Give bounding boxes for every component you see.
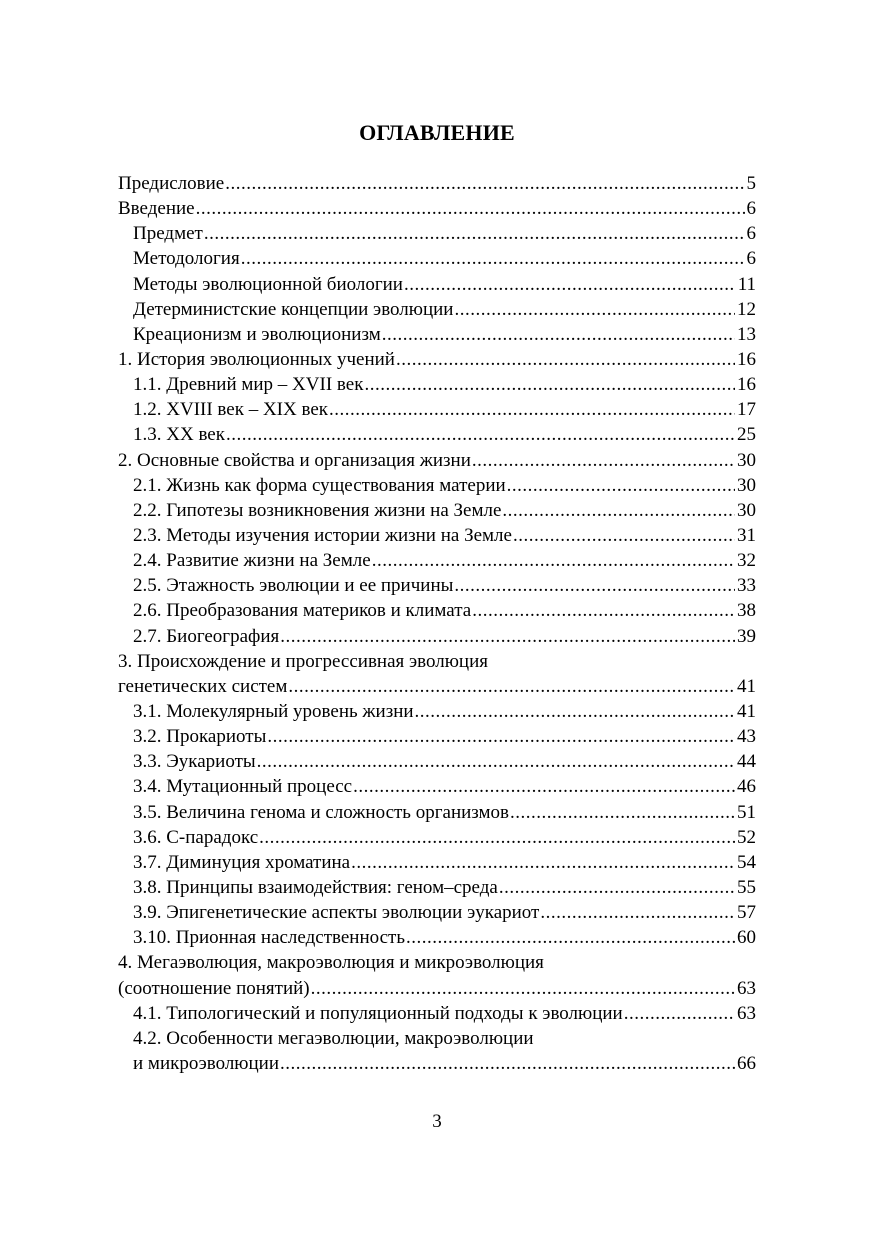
- toc-entry-title: Детерминистские концепции эволюции: [133, 298, 454, 320]
- toc-entry: [118, 1051, 756, 1076]
- toc-entry-page: 60: [737, 927, 756, 949]
- toc-entry-page: 31: [737, 524, 756, 546]
- toc-entry-page: 44: [737, 751, 756, 773]
- toc-entry-title: 1.3. XX век: [133, 424, 225, 446]
- toc-entry-page: 52: [737, 826, 756, 848]
- toc-entry-page: 63: [737, 977, 756, 999]
- toc-entry: [118, 699, 756, 724]
- toc-entry-page: 43: [737, 726, 756, 748]
- toc-entry: [118, 171, 756, 196]
- toc-entry: [118, 523, 756, 548]
- toc-entry-page: 41: [737, 700, 756, 722]
- toc-entry-title: 1.2. XVIII век – XIX век: [133, 399, 328, 421]
- toc-leader-dots: [472, 448, 735, 473]
- toc-entry: [118, 850, 756, 875]
- toc-entry-title: 2.2. Гипотезы возникновения жизни на Земле: [133, 499, 502, 521]
- toc-entry-page: 6: [746, 248, 756, 270]
- toc-entry: [118, 875, 756, 900]
- toc-entry-title: 3.1. Молекулярный уровень жизни: [133, 700, 414, 722]
- toc-leader-dots: [510, 800, 735, 825]
- toc-entry-page: 6: [746, 223, 756, 245]
- toc-entry: [118, 649, 756, 674]
- toc-leader-dots: [396, 347, 735, 372]
- toc-leader-dots: [241, 246, 745, 271]
- toc-leader-dots: [329, 397, 735, 422]
- toc-leader-dots: [351, 850, 735, 875]
- toc-leader-dots: [454, 297, 735, 322]
- toc-entry-title: 3.3. Эукариоты: [133, 751, 256, 773]
- toc-entry-page: 51: [737, 801, 756, 823]
- page-title: ОГЛАВЛЕНИЕ: [359, 120, 515, 145]
- toc-leader-dots: [454, 573, 735, 598]
- toc-entry: [118, 196, 756, 221]
- toc-entry-title: 3.7. Диминуция хроматина: [133, 851, 351, 873]
- toc-entry-title: 2.3. Методы изучения истории жизни на Земле: [133, 524, 512, 546]
- toc-entry-page: 39: [737, 625, 756, 647]
- toc-entry-page: 6: [746, 198, 756, 220]
- toc-entry-page: 63: [737, 1002, 756, 1024]
- toc-entry: [118, 498, 756, 523]
- toc-leader-dots: [226, 422, 735, 447]
- toc-entry-page: 41: [737, 675, 756, 697]
- toc-leader-dots: [267, 724, 735, 749]
- toc-entry: [118, 297, 756, 322]
- toc-entry-title: 2.7. Биогеография: [133, 625, 280, 647]
- toc-entry: [118, 624, 756, 649]
- toc-entry: [118, 397, 756, 422]
- toc-entry: [118, 825, 756, 850]
- toc-leader-dots: [415, 699, 735, 724]
- toc-entry-page: 46: [737, 776, 756, 798]
- toc-entry: [118, 573, 756, 598]
- toc-leader-dots: [311, 976, 735, 1001]
- toc-leader-dots: [472, 598, 735, 623]
- toc-entry-title: 1. История эволюционных учений: [118, 348, 395, 370]
- toc-entry-page: 30: [737, 499, 756, 521]
- toc-leader-dots: [502, 498, 735, 523]
- toc-leader-dots: [288, 674, 735, 699]
- toc-entry-page: 17: [737, 399, 756, 421]
- toc-entry-page: 16: [737, 374, 756, 396]
- toc-entry-title: 3.4. Мутационный процесс: [133, 776, 353, 798]
- toc-entry-title: Предмет: [133, 223, 203, 245]
- toc-entry-title: (соотношение понятий): [118, 977, 310, 999]
- toc-entry: [118, 322, 756, 347]
- toc-entry-title: 3.9. Эпигенетические аспекты эволюции эукариот: [133, 902, 540, 924]
- toc-entry-title: Креационизм и эволюционизм: [133, 323, 381, 345]
- toc-entry: [118, 976, 756, 1001]
- toc-entry: [118, 950, 756, 975]
- toc-entry-title: 2.5. Этажность эволюции и ее причины: [133, 575, 454, 597]
- toc-entry-title: 3.2. Прокариоты: [133, 726, 267, 748]
- toc-entry-page: 55: [737, 876, 756, 898]
- toc-entry-page: 12: [737, 298, 756, 320]
- toc-entry: [118, 925, 756, 950]
- toc-entry-title: Введение: [118, 198, 195, 220]
- toc-leader-dots: [499, 875, 735, 900]
- toc-leader-dots: [540, 900, 735, 925]
- toc-leader-dots: [280, 1051, 735, 1076]
- toc-leader-dots: [624, 1001, 735, 1026]
- toc-entry-page: 30: [737, 449, 756, 471]
- toc-entry: [118, 422, 756, 447]
- toc-entry: [118, 800, 756, 825]
- toc-entry-title: 2.1. Жизнь как форма существования материи: [133, 474, 506, 496]
- toc-entry-title: 3.6. С-парадокс: [133, 826, 259, 848]
- toc-leader-dots: [513, 523, 735, 548]
- toc-leader-dots: [353, 774, 735, 799]
- toc-entry-title: Методология: [133, 248, 240, 270]
- toc-entry-title: генетических систем: [118, 675, 288, 697]
- toc-leader-dots: [225, 171, 744, 196]
- toc-entry: [118, 1001, 756, 1026]
- toc-entry: [118, 674, 756, 699]
- toc-entry-page: 30: [737, 474, 756, 496]
- toc-entry-page: 38: [737, 600, 756, 622]
- toc-entry-title: 1.1. Древний мир – XVII век: [133, 374, 364, 396]
- toc-leader-dots: [280, 624, 735, 649]
- toc-leader-dots: [259, 825, 735, 850]
- toc-entry-title: 3.5. Величина генома и сложность организмов: [133, 801, 510, 823]
- toc-entry: [118, 221, 756, 246]
- toc-entry-page: 11: [737, 273, 756, 295]
- toc-leader-dots: [372, 548, 735, 573]
- toc-entry-title: и микроэволюции: [133, 1052, 279, 1074]
- toc-entry-title: 2.4. Развитие жизни на Земле: [133, 550, 371, 572]
- toc-entry: [118, 1026, 756, 1051]
- toc-entry: [118, 598, 756, 623]
- toc-leader-dots: [204, 221, 745, 246]
- toc-entry: [118, 473, 756, 498]
- table-of-contents: [118, 171, 756, 1076]
- toc-entry: [118, 749, 756, 774]
- toc-entry-title: 4.2. Особенности мегаэволюции, макроэволюции: [133, 1027, 534, 1049]
- toc-entry-title: 4. Мегаэволюция, макроэволюция и микроэволюция: [118, 952, 544, 974]
- toc-entry-title: 2.6. Преобразования материков и климата: [133, 600, 472, 622]
- toc-leader-dots: [507, 473, 735, 498]
- toc-entry-title: 4.1. Типологический и популяционный подходы к эволюции: [133, 1002, 623, 1024]
- toc-leader-dots: [382, 322, 735, 347]
- toc-entry-title: 3. Происхождение и прогрессивная эволюция: [118, 650, 488, 672]
- toc-entry: [118, 548, 756, 573]
- toc-leader-dots: [406, 925, 735, 950]
- toc-leader-dots: [257, 749, 735, 774]
- toc-leader-dots: [196, 196, 745, 221]
- toc-entry-title: 2. Основные свойства и организация жизни: [118, 449, 471, 471]
- toc-entry-page: 32: [737, 550, 756, 572]
- toc-entry-title: Методы эволюционной биологии: [133, 273, 403, 295]
- toc-entry-page: 13: [737, 323, 756, 345]
- toc-entry-title: 3.10. Прионная наследственность: [133, 927, 406, 949]
- toc-entry-page: 66: [737, 1052, 756, 1074]
- toc-entry-page: 54: [737, 851, 756, 873]
- toc-entry: [118, 448, 756, 473]
- toc-entry-page: 57: [737, 902, 756, 924]
- toc-entry: [118, 774, 756, 799]
- toc-entry: [118, 900, 756, 925]
- toc-entry-page: 16: [737, 348, 756, 370]
- toc-entry: [118, 246, 756, 271]
- toc-entry-page: 5: [746, 173, 756, 194]
- toc-entry-title: Предисловие: [118, 173, 225, 194]
- page-number: 3: [432, 1111, 442, 1132]
- toc-leader-dots: [364, 372, 735, 397]
- toc-entry-page: 25: [737, 424, 756, 446]
- toc-entry: [118, 272, 756, 297]
- toc-entry-page: 33: [737, 575, 756, 597]
- toc-entry: [118, 372, 756, 397]
- toc-entry: [118, 724, 756, 749]
- toc-entry-title: 3.8. Принципы взаимодействия: геном–среда: [133, 876, 498, 898]
- toc-entry: [118, 347, 756, 372]
- toc-leader-dots: [404, 272, 736, 297]
